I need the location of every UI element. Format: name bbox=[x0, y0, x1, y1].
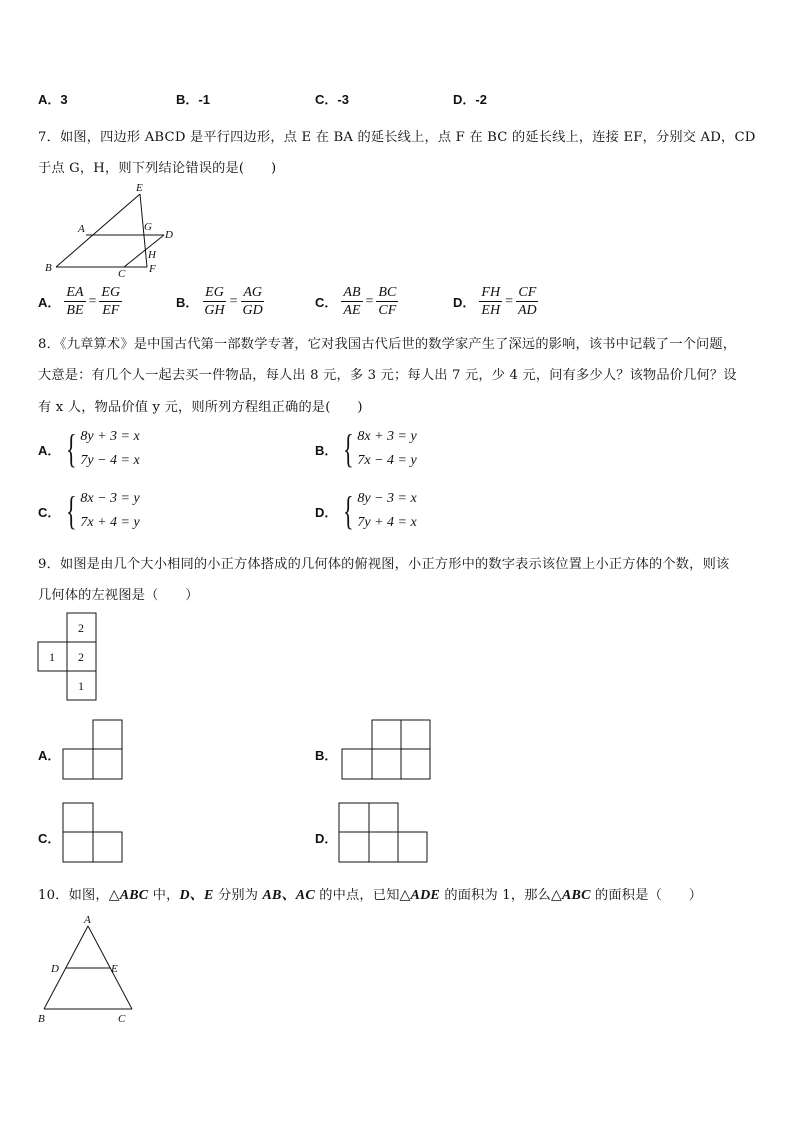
q10-text: 10．如图，△ABC 中，D、E 分别为 AB、AC 的中点，已知△ADE 的面积为 1，那么△ABC 的面积是（ ） bbox=[38, 888, 703, 903]
q9-top-view-grid bbox=[37, 612, 101, 704]
q7-line-be bbox=[56, 194, 140, 267]
q8-option-d: D． { 8y − 3 = x 7y + 4 = x bbox=[315, 488, 417, 533]
q9-option-b-label: B． bbox=[315, 748, 338, 763]
q7-text-line1: 7．如图，四边形 ABCD 是平行四边形，点 E 在 BA 的延长线上，点 F 在 BC 的延长线上，连接 EF，分别交 AD，CD bbox=[38, 130, 756, 145]
q10-label-e: E bbox=[111, 963, 118, 975]
q6-option-d: D．-2 bbox=[453, 92, 487, 107]
q8-text-line3: 有 x 人，物品价值 y 元，则所列方程组正确的是( ) bbox=[38, 400, 363, 415]
q9-option-c-label: C． bbox=[38, 831, 61, 846]
q9-option-d-label: D． bbox=[315, 831, 338, 846]
q8-option-b: B． { 8x + 3 = y 7x − 4 = y bbox=[315, 426, 417, 471]
q9-text-line1: 9．如图是由几个大小相同的小正方体搭成的几何体的俯视图，小正方形中的数字表示该位置上小正方体的个数，则该 bbox=[38, 557, 730, 572]
q6-option-a: A．3 bbox=[38, 92, 68, 107]
q7-parallelogram-figure bbox=[38, 180, 178, 280]
q9-grid-cell-left: 1 bbox=[49, 650, 55, 664]
q9-option-c-view bbox=[62, 802, 124, 864]
q9-grid-cell-bottom: 1 bbox=[78, 679, 84, 693]
q9-option-b-view bbox=[341, 719, 433, 781]
q7-text-line2: 于点 G，H，则下列结论错误的是( ) bbox=[38, 161, 277, 176]
q7-label-f: F bbox=[149, 263, 156, 275]
q9-option-a-label: A． bbox=[38, 748, 61, 763]
q10-triangle-figure bbox=[34, 913, 134, 1028]
q7-label-c: C bbox=[118, 268, 126, 280]
q10-label-b: B bbox=[38, 1013, 45, 1025]
q6-option-b: B．-1 bbox=[176, 92, 210, 107]
q7-option-d: D． $\frac{FH}{EH}$ = $\frac{CF}{AD}$ bbox=[453, 285, 537, 318]
q7-label-h: H bbox=[148, 249, 156, 261]
q7-label-d: D bbox=[165, 229, 173, 241]
q8-option-a: A． { 8y + 3 = x 7y − 4 = x bbox=[38, 426, 140, 471]
q7-option-a: A． $\frac{EA}{BE}$ = $\frac{EG}{EF}$ bbox=[38, 285, 121, 318]
q7-label-g: G bbox=[144, 221, 152, 233]
q10-label-c: C bbox=[118, 1013, 126, 1025]
q8-text-line2: 大意是：有几个人一起去买一件物品，每人出 8 元，多 3 元；每人出 7 元，少 4 元，问有多少人？该物品价几何？设 bbox=[38, 368, 737, 383]
q7-label-a: A bbox=[78, 223, 85, 235]
q10-label-d: D bbox=[51, 963, 59, 975]
q8-text-line1: 8．《九章算术》是中国古代第一部数学专著，它对我国古代后世的数学家产生了深远的影响，该书中记载了一个问题， bbox=[38, 337, 737, 352]
q10-label-a: A bbox=[84, 914, 91, 926]
q8-option-c: C． { 8x − 3 = y 7x + 4 = y bbox=[38, 488, 140, 533]
q9-text-line2: 几何体的左视图是（ ） bbox=[38, 588, 199, 603]
q7-label-b: B bbox=[45, 262, 52, 274]
q9-grid-cell-top: 2 bbox=[78, 621, 84, 635]
q9-option-d-view bbox=[338, 802, 430, 864]
q9-grid-cell-center: 2 bbox=[78, 650, 84, 664]
q6-option-c: C．-3 bbox=[315, 92, 349, 107]
q7-label-e: E bbox=[136, 182, 143, 194]
q9-option-a-view bbox=[62, 719, 124, 781]
q7-option-b: B． $\frac{EG}{GH}$ = $\frac{AG}{GD}$ bbox=[176, 285, 263, 318]
q7-option-c: C． $\frac{AB}{AE}$ = $\frac{BC}{CF}$ bbox=[315, 285, 397, 318]
